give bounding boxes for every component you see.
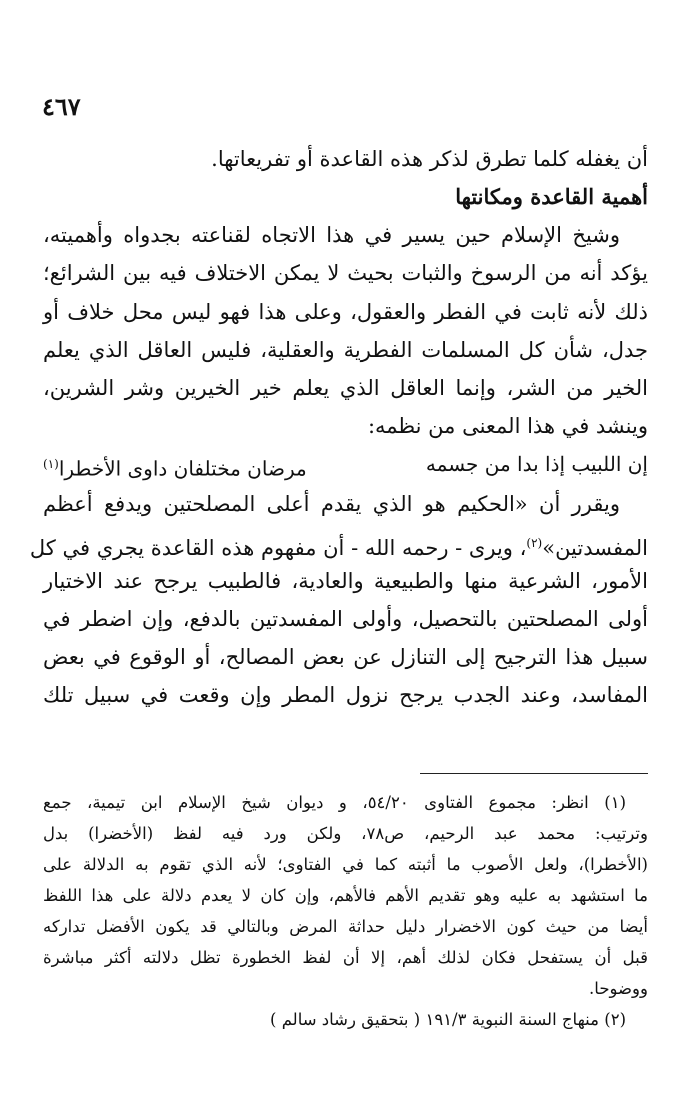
- footnote-line: قبل أن يستفحل فكان لذلك أهم، إلا أن لفظ الخطورة تظل دلالته أكثر مباشرة: [43, 948, 648, 967]
- footnote-line: ووضوحا.: [589, 979, 648, 998]
- verse-text: مرضان مختلفان داوى الأخطرا: [58, 456, 307, 481]
- text-line: سبيل هذا الترجيح إلى التنازل عن بعض المصالح، أو الوقوع في بعض: [43, 645, 648, 670]
- footnote-line: (الأخطرا)، ولعل الأصوب ما أثبته كما في الفتاوى؛ لأنه الذي تقوم به الدلالة على: [43, 855, 648, 874]
- footnote-separator: [420, 773, 648, 774]
- footnote-line: وترتيب: محمد عبد الرحيم، ص٧٨، ولكن ورد فيه لفظ (الأخضرا) بدل: [43, 824, 648, 843]
- footnote-line: (١) انظر: مجموع الفتاوى ٥٤/٢٠، و ديوان شيخ الإسلام ابن تيمية، جمع: [43, 793, 626, 812]
- poem-verse: [43, 445, 648, 485]
- page-number: ٤٦٧: [42, 92, 81, 121]
- verse-hemistich-second: [43, 445, 323, 485]
- text-line: الخير من الشر، وإنما العاقل الذي يعلم خير الخيرين وشر الشرين،: [43, 375, 648, 400]
- text-line: أن يغفله كلما تطرق لذكر هذه القاعدة أو تفريعاتها.: [211, 147, 648, 171]
- text-line: المفاسد، وعند الجدب يرجح نزول المطر وإن وقعت في سبيل تلك: [43, 683, 648, 708]
- text-line: يؤكد أنه من الرسوخ والثبات بحيث لا يمكن الاختلاف فيه بين الشرائع؛: [43, 261, 648, 286]
- text-line: ذلك لأنه ثابت في الفطر والعقول، وعلى هذا فهو ليس محل خلاف أو: [43, 299, 648, 324]
- footnote-line: (٢) منهاج السنة النبوية ١٩١/٣ ( بتحقيق رشاد سالم ): [270, 1010, 626, 1029]
- text-fragment: ، ويرى - رحمه الله - أن مفهوم هذه القاعدة يجري في كل: [29, 535, 527, 560]
- text-line: أولى المصلحتين بالتحصيل، وأولى المفسدتين بالدفع، وإن اضطر في: [43, 606, 648, 631]
- text-line: وينشد في هذا المعنى من نظمه:: [367, 414, 648, 439]
- text-line: [29, 524, 648, 562]
- footnote-line: أيضا من حيث كون الاخضرار دليل حداثة المرض وبالتالي قد يكون الأفضل تداركه: [43, 917, 648, 936]
- footnote-line: ما استشهد به عليه وهو تقديم الأهم فالأهم، وإن كان لا يعدم دلالة على هذا اللفظ: [43, 886, 648, 905]
- text-line: ويقرر أن «الحكيم هو الذي يقدم أعلى المصلحتين ويدفع أعظم: [43, 492, 620, 517]
- footnote-ref: (٢): [526, 535, 543, 550]
- text-fragment: المفسدتين»: [542, 535, 648, 560]
- footnote-ref: (١): [43, 457, 59, 472]
- section-heading: أهمية القاعدة ومكانتها: [455, 184, 648, 210]
- text-line: جدل، شأن كل المسلمات الفطرية والعقلية، فليس العاقل الذي يعلم: [43, 337, 648, 362]
- text-line: الأمور، الشرعية منها والطبيعية والعادية، فالطبيب يرجح عند الاختيار: [43, 568, 648, 593]
- verse-hemistich-first: إن اللبيب إذا بدا من جسمه: [425, 452, 648, 477]
- footnotes: [43, 787, 648, 1035]
- main-text: [29, 140, 648, 714]
- text-line: وشيخ الإسلام حين يسير في هذا الاتجاه لقناعته بجدواه وأهميته،: [43, 223, 620, 248]
